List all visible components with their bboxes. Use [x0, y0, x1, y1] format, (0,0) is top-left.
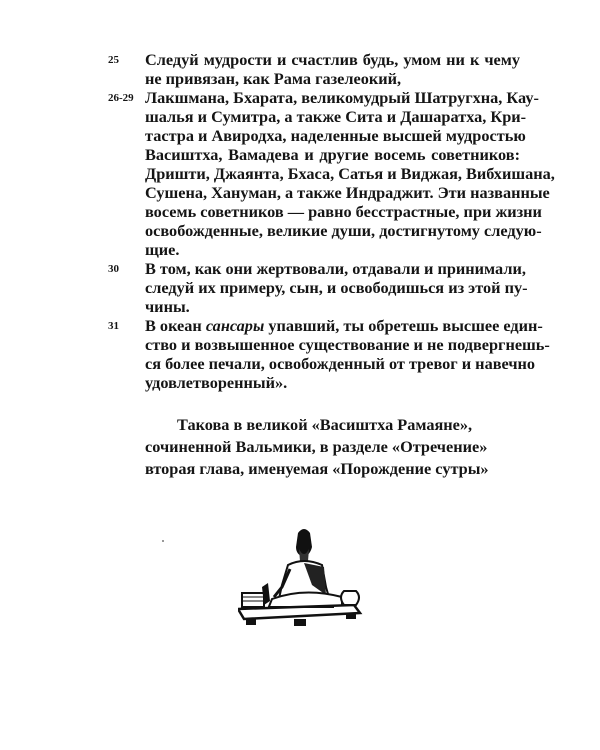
- verse-number: 31: [108, 320, 119, 332]
- verse-line: Лакшмана, Бхарата, великомудрый Шатругхна, Кау-: [145, 88, 539, 107]
- sage-writing-illustration: [238, 525, 368, 630]
- colophon: [145, 414, 525, 480]
- verse-line: щие.: [145, 240, 180, 259]
- colophon-line: сочиненной Вальмики, в разделе «Отречение»: [145, 437, 488, 456]
- verse-line: Сушена, Хануман, а также Индраджит. Эти названные: [145, 183, 550, 202]
- verse-26-29: [108, 88, 555, 259]
- verse-line: Следуй мудрости и счастлив будь, умом ни к чему: [145, 50, 520, 69]
- verse-line: восемь советников — равно бесстрастные, при жизни: [145, 202, 542, 221]
- colophon-line: вторая глава, именуемая «Порождение сутры»: [145, 459, 489, 478]
- verse-line: тастра и Авиродха, наделенные высшей мудростью: [145, 126, 526, 145]
- verse-line: следуй их примеру, сын, и освободишься из этой пу-: [145, 278, 528, 297]
- verse-line: ся более печали, освобожденный от тревог и навечно: [145, 354, 536, 373]
- verse-number: 30: [108, 263, 119, 275]
- verse-30: [108, 259, 528, 316]
- verse-line: шалья и Сумитра, а также Сита и Дашаратха, Кри-: [145, 107, 527, 126]
- colophon-line: Такова в великой «Васиштха Рамаяне»,: [177, 415, 473, 434]
- text: В океан: [145, 316, 206, 335]
- italic-term: сансары: [205, 316, 265, 335]
- verse-31: [108, 316, 550, 392]
- verse-line: [145, 316, 543, 335]
- verse-line: ство и возвышенное существование и не подвергнешь-: [145, 335, 550, 354]
- verse-line: чины.: [145, 297, 190, 316]
- verse-number: 26-29: [108, 92, 134, 104]
- verse-line: удовлетворенный».: [145, 373, 288, 392]
- speck: [162, 540, 164, 542]
- verse-line: не привязан, как Рама газелеокий,: [145, 69, 402, 88]
- verse-line: Васиштха, Вамадева и другие восемь советников:: [145, 145, 520, 164]
- verse-line: освобожденные, великие души, достигнутому следую-: [145, 221, 542, 240]
- verses: [108, 50, 555, 392]
- verse-25: [108, 50, 520, 88]
- verse-line: Дришти, Джаянта, Бхаса, Сатья и Виджая, Вибхишана,: [145, 164, 555, 183]
- text: упавший, ты обретешь высшее един-: [264, 316, 543, 335]
- verse-number: 25: [108, 54, 119, 66]
- verse-line: В том, как они жертвовали, отдавали и принимали,: [145, 259, 526, 278]
